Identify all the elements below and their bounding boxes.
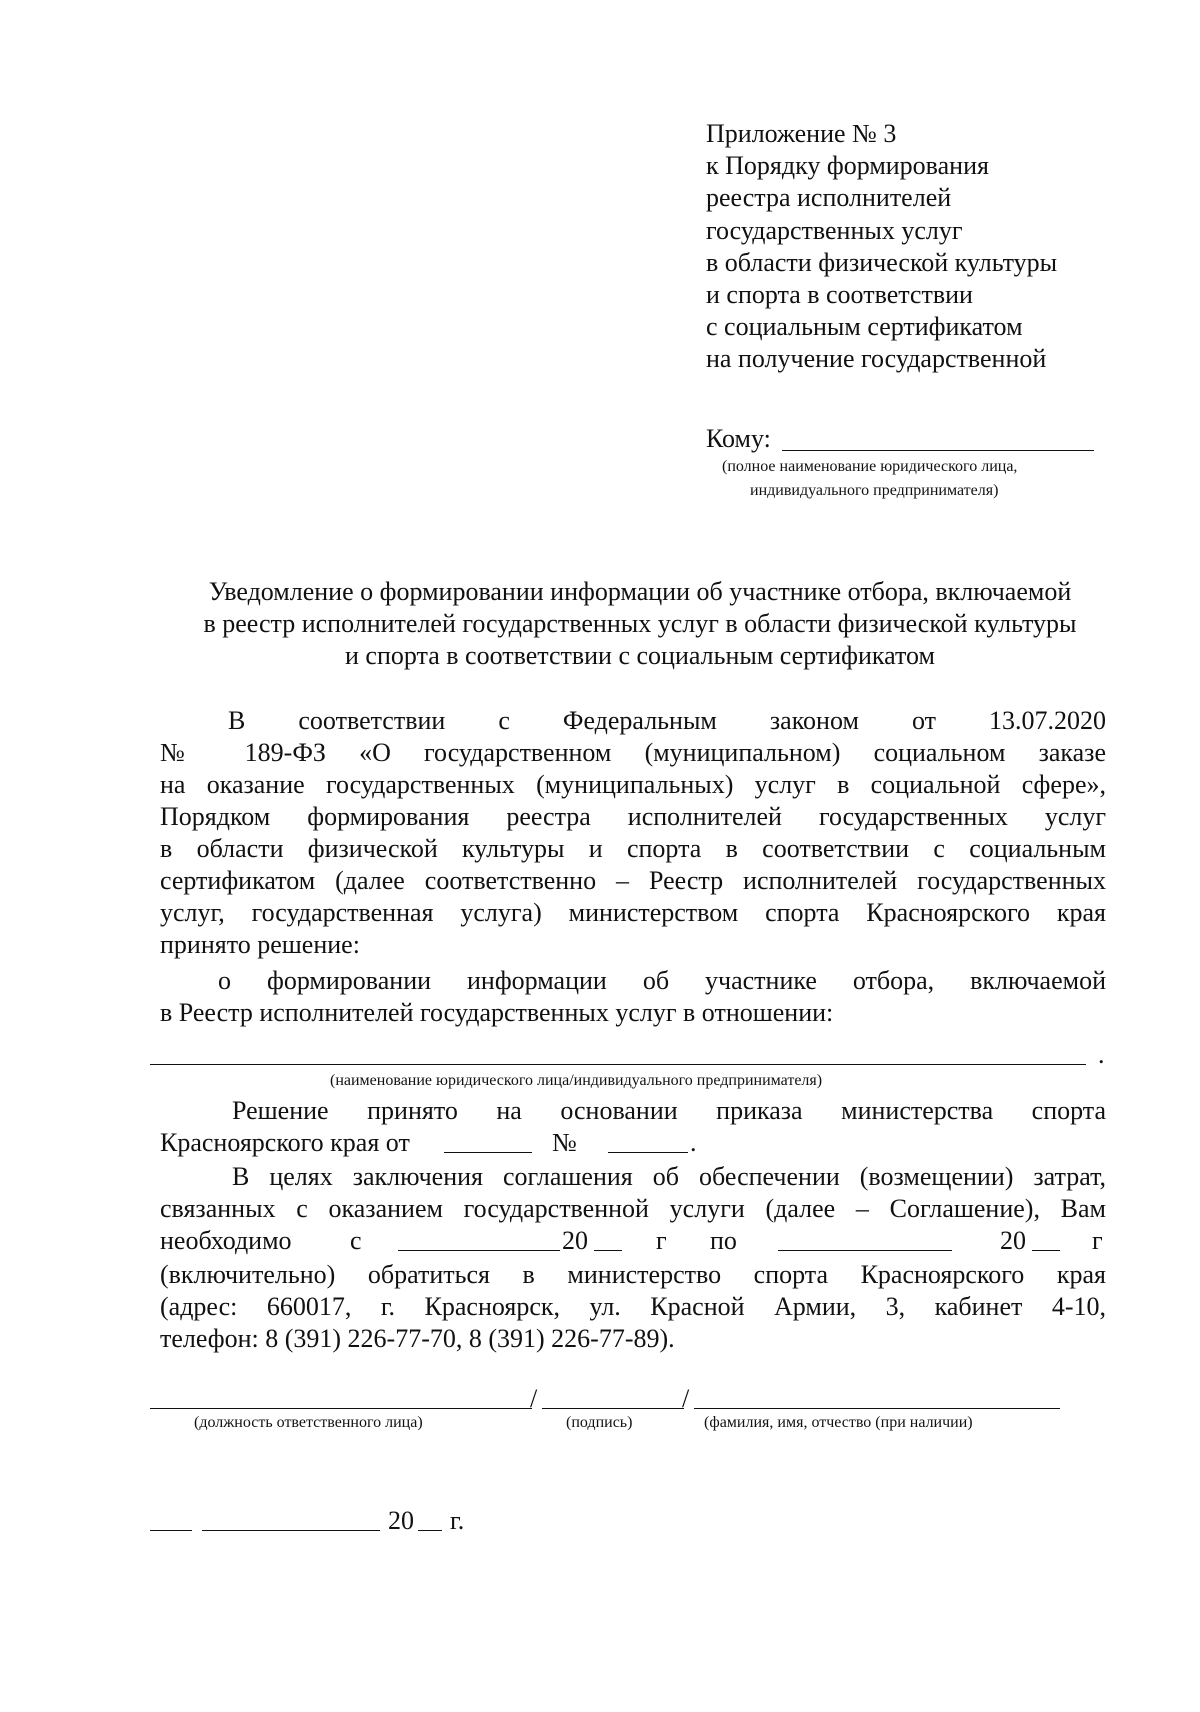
year-suffix: г [656,1226,667,1255]
title-line: и спорта в соответствии с социальным сертификатом [345,641,935,670]
paragraph-word: необходимо [160,1226,292,1255]
paragraph-word: по [710,1226,737,1255]
appendix-line: и спорта в соответствии [706,280,973,310]
paragraph-line: о формировании информации об участнике отбора, включаемой [218,966,1106,995]
date-year-prefix: 20 [388,1506,414,1535]
start-year-blank-field[interactable] [594,1250,622,1251]
signature-blank-field[interactable] [542,1408,684,1409]
order-date-blank-field[interactable] [444,1152,532,1153]
appendix-line: реестра исполнителей [706,183,952,213]
date-month-blank-field[interactable] [202,1530,380,1531]
signature-label: (подпись) [566,1414,633,1431]
paragraph-line: принято решение: [160,930,360,959]
entity-name-note: (наименование юридического лица/индивидуального предпринимателя) [330,1072,823,1089]
date-year-blank-field[interactable] [418,1530,442,1531]
appendix-line: Приложение № 3 [706,119,897,148]
date-day-blank-field[interactable] [150,1530,192,1531]
addressee-label: Кому: [706,424,771,453]
signature-slash: / [530,1384,538,1413]
entity-line-period: . [1098,1040,1105,1069]
sentence-period: . [690,1128,697,1157]
addressee-note: индивидуального предпринимателя) [750,482,999,499]
year-prefix: 20 [562,1226,588,1255]
order-number-blank-field[interactable] [608,1152,688,1153]
paragraph-line: В соответствии с Федеральным законом от 13.07.2020 [228,706,1106,735]
document-title [150,576,1130,672]
paragraph-line: Красноярского края от [160,1128,410,1157]
title-line: Уведомление о формировании информации об участнике отбора, включаемой [208,577,1072,606]
year-suffix: г [1092,1226,1103,1255]
paragraph-line: в области физической культуры и спорта в соответствии с социальным [160,834,1106,863]
paragraph-line: связанных с оказанием государственной услуги (далее – Соглашение), Вам [160,1194,1106,1223]
position-label: (должность ответственного лица) [194,1414,423,1431]
paragraph-line: (адрес: 660017, г. Красноярск, ул. Красной Армии, 3, кабинет 4-10, [160,1292,1106,1321]
paragraph-line: № 189-ФЗ «О государственном (муниципальном) социальном заказе [160,738,1106,767]
paragraph-line: на оказание государственных (муниципальных) услуг в социальной сфере», [160,770,1106,799]
appendix-block [706,118,1057,376]
paragraph-word: с [350,1226,362,1255]
paragraph-line: сертификатом (далее соответственно – Реестр исполнителей государственных [160,866,1106,895]
appendix-line: в области физической культуры [706,247,1058,277]
paragraph-line: Порядком формирования реестра исполнителей государственных услуг [160,802,1106,831]
paragraph-line: Решение принято на основании приказа министерства спорта [232,1096,1106,1125]
end-date-blank-field[interactable] [778,1250,952,1251]
appendix-line: на получение государственной [706,344,1047,374]
paragraph-line: услуг, государственная услуга) министерством спорта Красноярского края [160,898,1106,927]
paragraph-line: в Реестр исполнителей государственных услуг в отношении: [160,998,834,1027]
paragraph-line: телефон: 8 (391) 226-77-70, 8 (391) 226-77-89). [160,1324,675,1353]
appendix-line: с социальным сертификатом [706,312,1023,342]
addressee-note: (полное наименование юридического лица, [722,458,1018,475]
end-year-blank-field[interactable] [1032,1250,1060,1251]
full-name-blank-field[interactable] [694,1408,1060,1409]
entity-name-blank-field[interactable] [150,1064,1086,1065]
appendix-line: государственных услуг [706,215,963,245]
start-date-blank-field[interactable] [398,1250,560,1251]
full-name-label: (фамилия, имя, отчество (при наличии) [704,1414,973,1431]
title-line: в реестр исполнителей государственных услуг в области физической культуры [203,609,1077,638]
paragraph-line: (включительно) обратиться в министерство спорта Красноярского края [160,1260,1106,1289]
addressee-blank-field[interactable] [782,450,1094,451]
number-sign: № [552,1128,577,1157]
paragraph-line: В целях заключения соглашения об обеспечении (возмещении) затрат, [232,1162,1106,1191]
signature-slash: / [682,1384,690,1413]
position-blank-field[interactable] [150,1408,532,1409]
year-prefix: 20 [1000,1226,1026,1255]
date-year-suffix: г. [450,1506,465,1535]
appendix-line: к Порядку формирования [706,151,989,181]
